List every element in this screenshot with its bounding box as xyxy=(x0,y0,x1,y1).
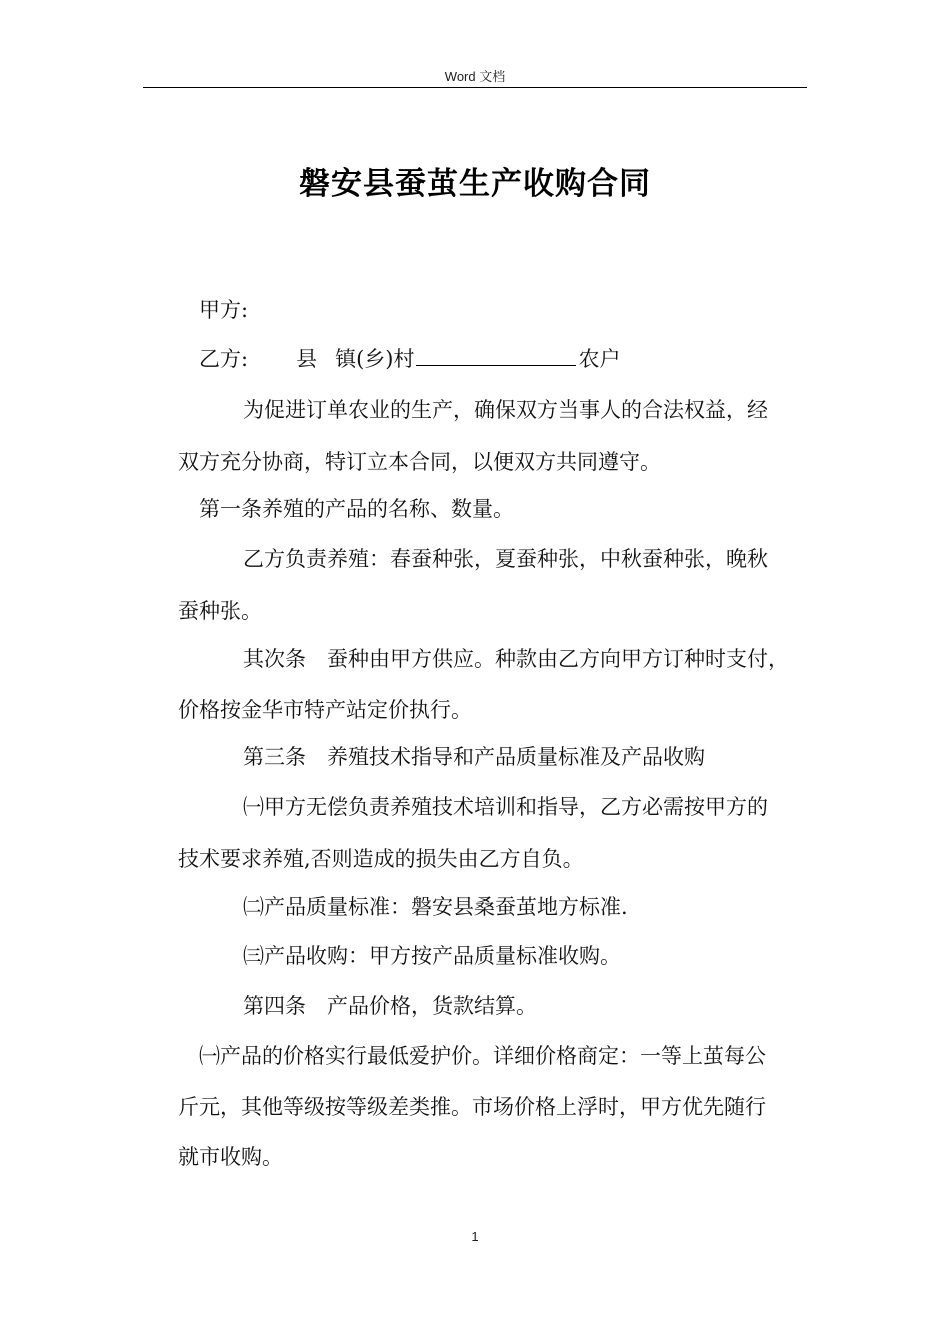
party-b-line xyxy=(199,345,620,373)
header-divider xyxy=(143,87,807,88)
page-number: 1 xyxy=(471,1229,479,1244)
article-4-title: 第四条 产品价格，货款结算。 xyxy=(243,994,537,1018)
article-1-line-1: 乙方负责养殖：春蚕种张，夏蚕种张，中秋蚕种张，晚秋 xyxy=(243,547,768,571)
article-3-item-3: ㈢产品收购：甲方按产品质量标准收购。 xyxy=(243,944,621,968)
party-b-suffix: 农户 xyxy=(578,347,621,371)
article-1-title: 第一条养殖的产品的名称、数量。 xyxy=(199,497,514,521)
page-header: Word 文档 xyxy=(444,69,506,84)
farmer-name-blank xyxy=(416,345,576,366)
article-2-line-2: 价格按金华市特产站定价执行。 xyxy=(178,698,472,722)
article-3-item-1-line-1: ㈠甲方无偿负责养殖技术培训和指导，乙方必需按甲方的 xyxy=(243,795,768,819)
article-3-title: 第三条 养殖技术指导和产品质量标准及产品收购 xyxy=(243,745,705,769)
preamble-line-1: 为促进订单农业的生产，确保双方当事人的合法权益，经 xyxy=(243,398,768,422)
party-b-label: 乙方: xyxy=(199,347,249,371)
article-3-item-1-line-2: 技术要求养殖,否则造成的损失由乙方自负。 xyxy=(178,847,584,871)
article-4-item-1-line-1: ㈠产品的价格实行最低爱护价。详细价格商定：一等上茧每公 xyxy=(199,1044,766,1068)
article-4-item-1-line-2: 斤元，其他等级按等级差类推。市场价格上浮时，甲方优先随行 xyxy=(178,1095,766,1119)
article-2-line-1: 其次条 蚕种由甲方供应。种款由乙方向甲方订种时支付， xyxy=(243,647,789,671)
document-title: 磐安县蚕茧生产收购合同 xyxy=(299,166,651,202)
article-1-line-2: 蚕种张。 xyxy=(178,599,262,623)
article-3-item-2: ㈡产品质量标准：磐安县桑蚕茧地方标准. xyxy=(243,895,628,919)
party-b-town: 镇(乡)村 xyxy=(335,347,415,371)
party-a-line: 甲方: xyxy=(199,298,249,322)
party-b-county: 县 xyxy=(296,347,318,371)
article-4-item-1-line-3: 就市收购。 xyxy=(178,1145,283,1169)
preamble-line-2: 双方充分协商，特订立本合同，以便双方共同遵守。 xyxy=(178,450,661,474)
